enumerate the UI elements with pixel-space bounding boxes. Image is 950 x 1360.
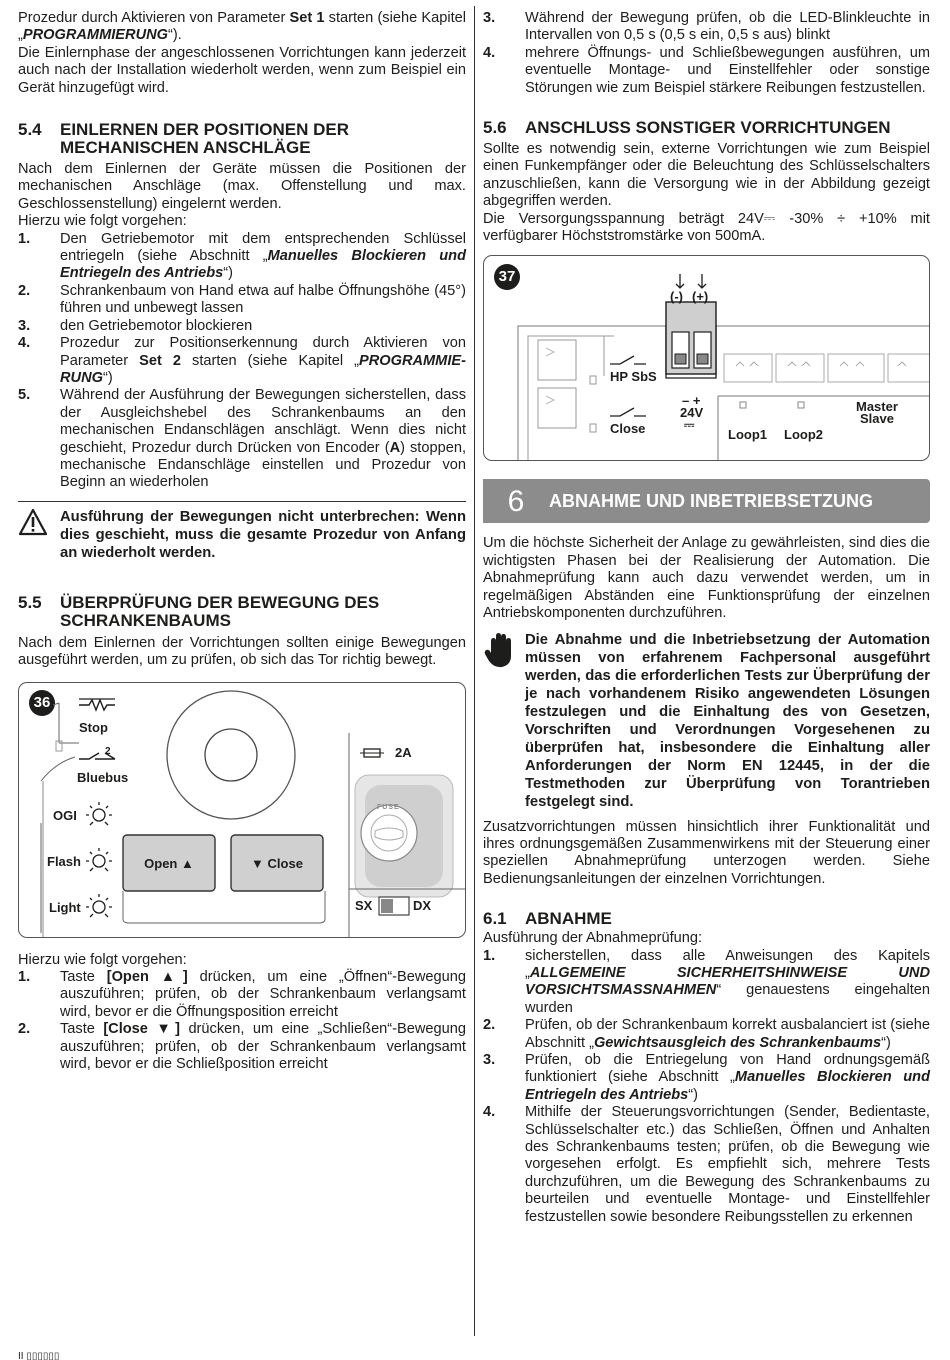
list-item: 5. Während der Ausführung der Bewegungen sicherstellen, dass der Ausgleichshebel des Schrankenbaums an den mechanischen Endanschlägen anschlägt. Wenn dies nicht geschieht, Prozedur durch Drücken von Encoder (A) stoppen, mechanische Endanschläge einstellen und Prozedur von Beginn an wiederholen	[18, 387, 466, 491]
figure-37-drawing	[484, 256, 930, 461]
list-item: 4. Prozedur zur Positionserkennung durch Aktivieren von Parameter Set 2 starten (siehe Kapitel „PROGRAMMIERUNG“)	[18, 335, 466, 386]
label-bluebus: Bluebus	[77, 769, 129, 785]
list-item: 2. Schrankenbaum von Hand etwa auf halbe Öffnungshöhe (45°) führen und unbewegt lassen	[18, 282, 466, 317]
figure-36-control-panel	[18, 682, 466, 938]
label-loop2: Loop2	[784, 427, 823, 443]
section-5-4-list	[18, 231, 466, 492]
continued-list	[483, 10, 930, 97]
label-ogi: OGI	[53, 807, 77, 823]
label-flash: Flash	[47, 853, 81, 869]
list-item: 3. Prüfen, ob die Entriegelung von Hand ordnungsgemäß funktioniert (siehe Abschnitt „Manuelles Blockieren und Entriegeln des Antriebs“)	[483, 1051, 930, 1103]
left-column	[18, 10, 466, 1073]
right-column	[483, 10, 930, 1226]
label-dc-symbol: ⎓	[684, 417, 695, 433]
label-light: Light	[49, 899, 81, 915]
list-item: 1. Den Getriebemotor mit dem entsprechenden Schlüssel entriegeln (siehe Abschnitt „Manuelles Blockieren und Entriegeln des Antriebs“)	[18, 230, 466, 282]
label-slave: Slave	[860, 411, 894, 427]
list-item: 1. Taste [Open ▲] drücken, um eine „Öffnen“-Bewegung auszuführen; prüfen, ob der Schrankenbaum verlangsamt wird, bevor er die Öffnungsposition erreicht	[18, 968, 467, 1020]
section-5-6-paragraph-1: Sollte es notwendig sein, externe Vorrichtungen wie zum Beispiel einen Funkempfänger oder die Beleuchtung des Schlüsselschalters anzuschließen, kann die Versorgung wie in der Abbildung gezeigt abgegriffen werden.	[483, 141, 930, 210]
label-hp-sbs: HP SbS	[610, 369, 657, 385]
chapter-6-paragraph-1: Um die höchste Sicherheit der Anlage zu gewährleisten, sind dies die wichtigsten Phasen bei der Realisierung der Automation. Die Abnahmeprüfung kann auch dazu verwendet werden, um in regelmäßigen Abständen eine Funktionsprüfung der einzelnen Antriebskomponenten durchzuführen.	[483, 535, 930, 622]
chapter-number: 6	[507, 484, 525, 518]
label-24v: 24V	[680, 405, 704, 421]
section-5-4-heading: 5.4 EINLERNEN DER POSITIONEN DER MECHANISCHEN ANSCHLÄGE	[18, 120, 350, 158]
chapter-6-paragraph-2: Zusatzvorrichtungen müssen hinsichtlich ihrer Funktionalität und ihres ordnungsgemäßen Zusammenwirkens mit der Steuerung einer speziellen Abnahmeprüfung unterzogen werden. Siehe Bedienungsanleitungen der einzelnen Vorrichtungen.	[483, 818, 930, 887]
label-close: Close	[610, 421, 646, 437]
list-item: 3. Während der Bewegung prüfen, ob die LED-Blinkleuchte in Intervallen von 0,5 s (0,5 s ein, 0,5 s aus) blinkt	[483, 10, 930, 44]
column-divider	[474, 6, 475, 1336]
warning-box: Ausführung der Bewegungen nicht unterbrechen: Wenn dies geschieht, muss die gesamte Prozedur von Anfang an wiederholt werden.	[18, 508, 466, 562]
list-item: 4. mehrere Öffnungs- und Schließbewegungen ausführen, um eventuelle Montage- und Einstellfehler oder sonstige Störungen wie zum Beispiel stärkere Reibungen festzustellen.	[483, 44, 930, 96]
list-item: 1. sicherstellen, dass alle Anweisungen des Kapitels „ALLGEMEINE SICHERHEITSHINWEISE UND VORSICHTSMASSNAHMEN“ genauestens eingehalten wurden	[483, 947, 930, 1016]
label-fuse: FUSE	[377, 803, 400, 811]
close-button[interactable]: ▼ Close	[251, 855, 303, 871]
section-6-1-heading: 6.1 ABNAHME	[483, 909, 612, 929]
section-5-5-heading: 5.5 ÜBERPRÜFUNG DER BEWEGUNG DES SCHRANKENBAUMS	[18, 592, 380, 630]
chapter-6-banner	[483, 479, 930, 523]
label-sx: SX	[355, 897, 373, 913]
label-plus: (+)	[692, 289, 709, 305]
section-5-6-paragraph-2: Die Versorgungsspannung beträgt 24V⎓ -30% ÷ +10% mit verfügbarer Höchststromstärke von 500mA.	[483, 210, 930, 245]
figure-37-terminal-board	[483, 255, 930, 461]
label-bluebus-2: 2	[105, 745, 111, 757]
list-item: 2. Taste [Close ▼] drücken, um eine „Schließen“-Bewegung auszuführen; prüfen, ob der Schrankenbaum verlangsamt wird, bevor er die Schließposition erreicht	[18, 1021, 466, 1072]
list-item: 2. Prüfen, ob der Schrankenbaum korrekt ausbalanciert ist (siehe Abschnitt „Gewichtsausgleich des Schrankenbaums“)	[483, 1017, 930, 1051]
list-item: 3. den Getriebemotor blockieren	[18, 317, 253, 334]
section-6-1-list	[483, 948, 930, 1227]
page-footer-code: II ▯▯▯▯▯▯	[18, 1351, 60, 1360]
list-item: 4. Mithilfe der Steuerungsvorrichtungen (Sender, Bedientaste, Schlüsselschalter etc.) das Schließen, Öffnen und Anhalten des Schrankenbaums testen; prüfen, ob die Bewegung wie vorgesehen erfolgt. Es empfiehlt sich, mehrere Tests durchzuführen, um die Bewegung des Schrankenbaums zu beurteilen und eventuelle Montage- und Einstellfehler festzustellen sowie besondere Reibungsstellen zu erkennen	[483, 1104, 930, 1225]
label-stop: Stop	[79, 719, 108, 735]
label-minus-plus: – +	[682, 393, 701, 409]
label-loop1: Loop1	[728, 427, 767, 443]
label-master: Master	[856, 399, 898, 415]
section-5-4-lead: Hierzu wie folgt vorgehen:	[18, 213, 187, 230]
section-6-1-lead: Ausführung der Abnahmeprüfung:	[483, 930, 703, 947]
label-dx: DX	[413, 897, 432, 913]
intro-paragraph-1: Prozedur durch Aktivieren von Parameter Set 1 starten (siehe Kapitel „PROGRAMMIERUNG“).	[18, 10, 466, 44]
caution-box: Die Abnahme und die Inbetriebsetzung der Automation müssen von erfahrenem Fachpersonal ausgeführt werden, das die erforderlichen Tests zur Überprüfung der je nach vorhandenem Risiko angewendeten Lösungen festzulegen und die Einhaltung des von Gesetzen, Vorschriften und Verordnungen Vorgesehenen zu überprüfen hat, insbesondere die Einhaltung aller Anforderungen der Norm EN 12445, in der die Testmethoden zur Überprüfung von Torantrieben festgelegt sind.	[483, 631, 930, 811]
chapter-title: ABNAHME UND INBETRIEBSETZUNG	[549, 490, 873, 511]
section-5-5-lead: Hierzu wie folgt vorgehen:	[18, 951, 187, 968]
intro-paragraph-2: Die Einlernphase der angeschlossenen Vorrichtungen kann jederzeit auch nach der Installation wiederholt werden, wenn zum Beispiel ein Gerät hinzugefügt wird.	[18, 44, 466, 96]
figure-number-badge: 36	[29, 690, 55, 716]
section-5-6-heading: 5.6 ANSCHLUSS SONSTIGER VORRICHTUNGEN	[483, 118, 891, 138]
label-fuse-rating: 2A	[395, 744, 412, 760]
section-5-5-list	[18, 969, 466, 1073]
section-5-4-paragraph: Nach dem Einlernen der Geräte müssen die Positionen der mechanischen Anschläge (max. Offenstellung und max. Geschlossenstellung) eingelernt werden.	[18, 161, 466, 212]
label-minus: (-)	[670, 289, 683, 305]
warning-triangle-icon	[18, 508, 60, 562]
figure-number-badge: 37	[494, 264, 520, 290]
hand-stop-icon	[483, 631, 525, 811]
section-5-5-paragraph: Nach dem Einlernen der Vorrichtungen sollten einige Bewegungen ausgeführt werden, um zu prüfen, ob sich das Tor richtig bewegt.	[18, 634, 466, 669]
open-button[interactable]: Open ▲	[144, 855, 194, 871]
